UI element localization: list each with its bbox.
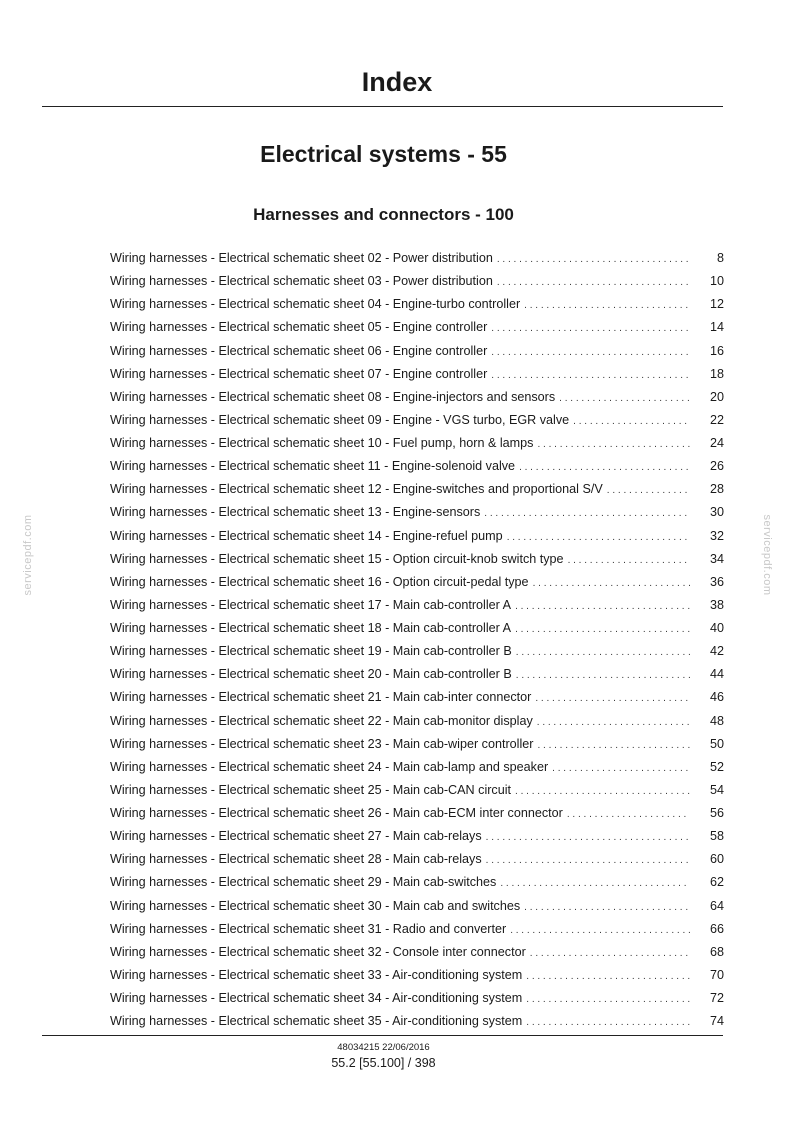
toc-dot-leader bbox=[526, 1011, 690, 1034]
toc-entry-title: Wiring harnesses - Electrical schematic sheet 24 - Main cab-lamp and speaker bbox=[110, 759, 549, 774]
toc-dot-leader bbox=[515, 780, 690, 803]
watermark-right: servicepdf.com bbox=[761, 514, 773, 596]
toc-dot-leader bbox=[526, 988, 690, 1011]
toc-entry-title: Wiring harnesses - Electrical schematic sheet 26 - Main cab-ECM inter connector bbox=[110, 806, 563, 820]
toc-entry-page-number: 68 bbox=[709, 944, 724, 959]
table-of-contents bbox=[110, 243, 724, 1029]
toc-entry-page-number: 18 bbox=[709, 366, 724, 381]
toc-dot-leader bbox=[530, 942, 690, 965]
toc-entry-page-number: 34 bbox=[709, 551, 724, 566]
toc-entry-page-number: 48 bbox=[709, 713, 724, 728]
toc-entry-title: Wiring harnesses - Electrical schematic sheet 21 - Main cab-inter connector bbox=[110, 690, 532, 705]
toc-dot-leader bbox=[537, 711, 690, 734]
toc-dot-leader bbox=[535, 687, 690, 710]
toc-entry-title: Wiring harnesses - Electrical schematic sheet 30 - Main cab and switches bbox=[110, 898, 521, 913]
toc-entry-page-number: 20 bbox=[709, 389, 724, 404]
toc-dot-leader bbox=[491, 317, 690, 340]
toc-entry-title: Wiring harnesses - Electrical schematic sheet 03 - Power distribution bbox=[110, 274, 493, 289]
toc-entry-page-number: 36 bbox=[709, 574, 724, 589]
toc-dot-leader bbox=[497, 248, 690, 271]
toc-entry-title: Wiring harnesses - Electrical schematic sheet 33 - Air-conditioning system bbox=[110, 967, 523, 982]
toc-entry-page-number: 8 bbox=[716, 251, 724, 265]
toc-entry-title: Wiring harnesses - Electrical schematic sheet 16 - Option circuit-pedal type bbox=[110, 574, 529, 589]
toc-dot-leader bbox=[486, 849, 690, 872]
toc-entry-page-number: 46 bbox=[709, 690, 724, 705]
toc-entry-title: Wiring harnesses - Electrical schematic sheet 18 - Main cab-controller A bbox=[110, 621, 512, 635]
toc-entry-page-number: 12 bbox=[709, 297, 724, 312]
toc-entry-page-number: 50 bbox=[709, 736, 724, 751]
toc-entry-title: Wiring harnesses - Electrical schematic sheet 13 - Engine-sensors bbox=[110, 505, 481, 520]
toc-dot-leader bbox=[537, 734, 690, 757]
toc-entry-title: Wiring harnesses - Electrical schematic sheet 19 - Main cab-controller B bbox=[110, 644, 512, 659]
toc-entry-title: Wiring harnesses - Electrical schematic sheet 32 - Console inter connector bbox=[110, 944, 526, 959]
toc-entry-title: Wiring harnesses - Electrical schematic sheet 15 - Option circuit-knob switch type bbox=[110, 551, 564, 566]
toc-dot-leader bbox=[524, 896, 690, 919]
toc-entry-page-number: 60 bbox=[709, 852, 724, 867]
toc-entry-page-number: 24 bbox=[709, 436, 724, 450]
toc-entry-title: Wiring harnesses - Electrical schematic sheet 05 - Engine controller bbox=[110, 320, 488, 335]
toc-entry-page-number: 52 bbox=[709, 759, 724, 774]
toc-dot-leader bbox=[515, 595, 690, 618]
toc-dot-leader bbox=[537, 433, 690, 456]
toc-dot-leader bbox=[552, 757, 690, 780]
toc-entry-title: Wiring harnesses - Electrical schematic sheet 29 - Main cab-switches bbox=[110, 875, 497, 890]
toc-entry-title: Wiring harnesses - Electrical schematic sheet 12 - Engine-switches and proportional S/V bbox=[110, 482, 603, 497]
footer-doc-code: 48034215 22/06/2016 bbox=[337, 1042, 430, 1053]
toc-entry-page-number: 28 bbox=[709, 482, 724, 497]
toc-dot-leader bbox=[567, 803, 690, 826]
toc-dot-leader bbox=[491, 341, 690, 364]
section-title: Electrical systems - 55 bbox=[260, 141, 507, 167]
toc-entry-page-number: 62 bbox=[709, 875, 724, 890]
toc-entry-page-number: 64 bbox=[709, 898, 724, 913]
toc-entry-title: Wiring harnesses - Electrical schematic sheet 28 - Main cab-relays bbox=[110, 852, 482, 867]
toc-entry-page-number: 30 bbox=[709, 505, 724, 520]
toc-dot-leader bbox=[526, 965, 690, 988]
toc-entry-page-number: 38 bbox=[709, 597, 724, 612]
toc-dot-leader bbox=[568, 549, 690, 572]
toc-entry-page-number: 74 bbox=[709, 1014, 724, 1029]
toc-entry-title: Wiring harnesses - Electrical schematic sheet 17 - Main cab-controller A bbox=[110, 597, 512, 612]
toc-dot-leader bbox=[516, 664, 690, 687]
toc-entry-page-number: 10 bbox=[709, 274, 724, 289]
toc-entry-title: Wiring harnesses - Electrical schematic sheet 25 - Main cab-CAN circuit bbox=[110, 782, 512, 797]
toc-entry-page-number: 40 bbox=[709, 621, 724, 635]
toc-entry-title: Wiring harnesses - Electrical schematic sheet 27 - Main cab-relays bbox=[110, 829, 482, 844]
toc-entry-page-number: 54 bbox=[709, 782, 724, 797]
toc-dot-leader bbox=[516, 641, 690, 664]
toc-entry-page-number: 42 bbox=[709, 644, 724, 659]
toc-entry-title: Wiring harnesses - Electrical schematic sheet 09 - Engine - VGS turbo, EGR valve bbox=[110, 412, 570, 427]
page-title: Index bbox=[361, 67, 433, 97]
toc-entry-page-number: 22 bbox=[709, 412, 724, 427]
toc-dot-leader bbox=[500, 872, 690, 895]
toc-entry-title: Wiring harnesses - Electrical schematic sheet 02 - Power distribution bbox=[110, 251, 493, 265]
toc-entry-title: Wiring harnesses - Electrical schematic sheet 35 - Air-conditioning system bbox=[110, 1014, 523, 1029]
toc-dot-leader bbox=[559, 387, 690, 410]
toc-dot-leader bbox=[486, 826, 690, 849]
toc-entry-page-number: 32 bbox=[709, 528, 724, 543]
toc-dot-leader bbox=[484, 502, 690, 525]
toc-dot-leader bbox=[497, 271, 690, 294]
header-divider bbox=[42, 106, 723, 107]
toc-dot-leader bbox=[533, 572, 690, 595]
toc-entry-title: Wiring harnesses - Electrical schematic sheet 04 - Engine-turbo controller bbox=[110, 297, 521, 312]
toc-entry-title: Wiring harnesses - Electrical schematic sheet 06 - Engine controller bbox=[110, 343, 488, 358]
toc-entry-title: Wiring harnesses - Electrical schematic sheet 34 - Air-conditioning system bbox=[110, 991, 523, 1005]
toc-entry-page-number: 44 bbox=[709, 667, 724, 682]
toc-dot-leader bbox=[491, 364, 690, 387]
toc-entry-page-number: 16 bbox=[709, 343, 724, 358]
toc-dot-leader bbox=[507, 526, 690, 549]
toc-entry-title: Wiring harnesses - Electrical schematic sheet 08 - Engine-injectors and sensors bbox=[110, 389, 556, 404]
footer-page-reference: 55.2 [55.100] / 398 bbox=[331, 1056, 436, 1070]
toc-dot-leader bbox=[573, 410, 690, 433]
toc-dot-leader bbox=[510, 919, 690, 942]
subsection-title: Harnesses and connectors - 100 bbox=[253, 205, 514, 224]
toc-dot-leader bbox=[607, 479, 690, 502]
toc-entry-page-number: 72 bbox=[709, 991, 724, 1005]
toc-entry-title: Wiring harnesses - Electrical schematic sheet 22 - Main cab-monitor display bbox=[110, 713, 533, 728]
toc-entry-title: Wiring harnesses - Electrical schematic sheet 31 - Radio and converter bbox=[110, 921, 507, 936]
toc-entry-page-number: 66 bbox=[709, 921, 724, 936]
toc-dot-leader bbox=[515, 618, 690, 641]
toc-entry[interactable] bbox=[110, 243, 724, 266]
toc-entry-title: Wiring harnesses - Electrical schematic sheet 11 - Engine-solenoid valve bbox=[110, 459, 516, 474]
toc-entry-title: Wiring harnesses - Electrical schematic sheet 10 - Fuel pump, horn & lamps bbox=[110, 436, 534, 450]
toc-entry-page-number: 56 bbox=[709, 806, 724, 820]
toc-entry-title: Wiring harnesses - Electrical schematic sheet 07 - Engine controller bbox=[110, 366, 488, 381]
toc-entry-title: Wiring harnesses - Electrical schematic sheet 14 - Engine-refuel pump bbox=[110, 528, 503, 543]
toc-entry-page-number: 70 bbox=[709, 967, 724, 982]
toc-dot-leader bbox=[524, 294, 690, 317]
footer-divider bbox=[42, 1035, 723, 1036]
toc-entry-page-number: 26 bbox=[709, 459, 724, 474]
toc-entry-title: Wiring harnesses - Electrical schematic sheet 23 - Main cab-wiper controller bbox=[110, 736, 534, 751]
toc-entry-title: Wiring harnesses - Electrical schematic sheet 20 - Main cab-controller B bbox=[110, 667, 512, 682]
toc-entry-page-number: 14 bbox=[709, 320, 724, 335]
toc-dot-leader bbox=[519, 456, 690, 479]
toc-entry-page-number: 58 bbox=[709, 829, 724, 844]
watermark-left: servicepdf.com bbox=[22, 514, 34, 596]
